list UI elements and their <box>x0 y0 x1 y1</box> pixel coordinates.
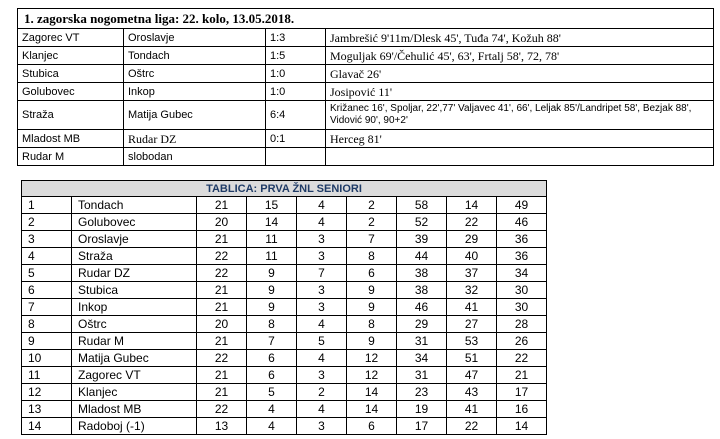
position-cell: 14 <box>22 418 72 435</box>
wins-cell: 7 <box>247 333 297 350</box>
away-team: Rudar DZ <box>124 130 266 148</box>
goals-against-cell: 41 <box>447 299 497 316</box>
team-name-cell: Klanjec <box>72 384 197 401</box>
standings-row <box>22 214 547 231</box>
match-scorers: Jambrešić 9'11m/Dlesk 45', Tuđa 74', Kožuh 88' <box>326 29 714 47</box>
standings-row <box>22 231 547 248</box>
away-team: Matija Gubec <box>124 101 266 130</box>
team-name-cell: Oroslavje <box>72 231 197 248</box>
team-name-cell: Stubica <box>72 282 197 299</box>
wins-cell: 15 <box>247 197 297 214</box>
wins-cell: 4 <box>247 401 297 418</box>
wins-cell: 8 <box>247 316 297 333</box>
away-team: slobodan <box>124 148 266 166</box>
draws-cell: 3 <box>297 418 347 435</box>
points-cell: 22 <box>497 350 547 367</box>
draws-cell: 3 <box>297 282 347 299</box>
match-row <box>18 29 714 47</box>
draws-cell: 4 <box>297 214 347 231</box>
losses-cell: 8 <box>347 316 397 333</box>
goals-for-cell: 58 <box>397 197 447 214</box>
goals-for-cell: 29 <box>397 316 447 333</box>
wins-cell: 9 <box>247 282 297 299</box>
goals-against-cell: 41 <box>447 401 497 418</box>
points-cell: 49 <box>497 197 547 214</box>
goals-against-cell: 47 <box>447 367 497 384</box>
position-cell: 2 <box>22 214 72 231</box>
results-table <box>17 8 714 166</box>
draws-cell: 4 <box>297 316 347 333</box>
standings-row <box>22 265 547 282</box>
goals-for-cell: 38 <box>397 282 447 299</box>
goals-for-cell: 46 <box>397 299 447 316</box>
goals-against-cell: 22 <box>447 418 497 435</box>
results-title: 1. zagorska nogometna liga: 22. kolo, 13.05.2018. <box>18 9 714 29</box>
draws-cell: 4 <box>297 350 347 367</box>
goals-for-cell: 31 <box>397 333 447 350</box>
played-cell: 21 <box>197 231 247 248</box>
match-score <box>266 148 326 166</box>
position-cell: 10 <box>22 350 72 367</box>
goals-against-cell: 29 <box>447 231 497 248</box>
draws-cell: 3 <box>297 231 347 248</box>
goals-against-cell: 27 <box>447 316 497 333</box>
goals-for-cell: 19 <box>397 401 447 418</box>
played-cell: 20 <box>197 214 247 231</box>
goals-against-cell: 14 <box>447 197 497 214</box>
match-score: 1:0 <box>266 83 326 101</box>
match-score: 1:5 <box>266 47 326 65</box>
wins-cell: 4 <box>247 418 297 435</box>
match-score: 6:4 <box>266 101 326 130</box>
goals-for-cell: 17 <box>397 418 447 435</box>
match-score: 0:1 <box>266 130 326 148</box>
goals-for-cell: 39 <box>397 231 447 248</box>
points-cell: 28 <box>497 316 547 333</box>
points-cell: 21 <box>497 367 547 384</box>
losses-cell: 9 <box>347 333 397 350</box>
played-cell: 21 <box>197 282 247 299</box>
goals-against-cell: 51 <box>447 350 497 367</box>
points-cell: 30 <box>497 299 547 316</box>
home-team: Golubovec <box>18 83 124 101</box>
team-name-cell: Mladost MB <box>72 401 197 418</box>
points-cell: 16 <box>497 401 547 418</box>
match-scorers <box>326 148 714 166</box>
home-team: Zagorec VT <box>18 29 124 47</box>
match-row <box>18 65 714 83</box>
losses-cell: 14 <box>347 384 397 401</box>
team-name-cell: Rudar M <box>72 333 197 350</box>
team-name-cell: Inkop <box>72 299 197 316</box>
match-scorers: Josipović 11' <box>326 83 714 101</box>
losses-cell: 14 <box>347 401 397 418</box>
points-cell: 26 <box>497 333 547 350</box>
goals-against-cell: 37 <box>447 265 497 282</box>
standings-row <box>22 197 547 214</box>
match-scorers: Križanec 16', Spoljar, 22',77' Valjavec 41', 66', Leljak 85'/Landripet 58', Bezjak 88', Vidović 90', 90+2' <box>326 101 714 130</box>
goals-against-cell: 32 <box>447 282 497 299</box>
goals-against-cell: 40 <box>447 248 497 265</box>
position-cell: 5 <box>22 265 72 282</box>
goals-against-cell: 22 <box>447 214 497 231</box>
match-row <box>18 148 714 166</box>
match-row <box>18 83 714 101</box>
wins-cell: 9 <box>247 299 297 316</box>
standings-row <box>22 248 547 265</box>
losses-cell: 2 <box>347 214 397 231</box>
match-scorers: Moguljak 69'/Čehulić 45', 63', Frtalj 58', 72, 78' <box>326 47 714 65</box>
home-team: Stubica <box>18 65 124 83</box>
draws-cell: 2 <box>297 384 347 401</box>
team-name-cell: Matija Gubec <box>72 350 197 367</box>
played-cell: 21 <box>197 299 247 316</box>
away-team: Oštrc <box>124 65 266 83</box>
standings-row <box>22 401 547 418</box>
standings-row <box>22 282 547 299</box>
draws-cell: 4 <box>297 401 347 418</box>
draws-cell: 3 <box>297 299 347 316</box>
position-cell: 3 <box>22 231 72 248</box>
home-team: Klanjec <box>18 47 124 65</box>
wins-cell: 14 <box>247 214 297 231</box>
match-score: 1:0 <box>266 65 326 83</box>
wins-cell: 6 <box>247 367 297 384</box>
played-cell: 13 <box>197 418 247 435</box>
standings-row <box>22 418 547 435</box>
match-scorers: Herceg 81' <box>326 130 714 148</box>
goals-for-cell: 34 <box>397 350 447 367</box>
played-cell: 21 <box>197 333 247 350</box>
goals-for-cell: 38 <box>397 265 447 282</box>
points-cell: 14 <box>497 418 547 435</box>
played-cell: 20 <box>197 316 247 333</box>
away-team: Tondach <box>124 47 266 65</box>
away-team: Inkop <box>124 83 266 101</box>
match-row <box>18 47 714 65</box>
match-scorers: Glavač 26' <box>326 65 714 83</box>
losses-cell: 9 <box>347 282 397 299</box>
team-name-cell: Rudar DZ <box>72 265 197 282</box>
draws-cell: 7 <box>297 265 347 282</box>
team-name-cell: Oštrc <box>72 316 197 333</box>
losses-cell: 12 <box>347 367 397 384</box>
wins-cell: 6 <box>247 350 297 367</box>
position-cell: 1 <box>22 197 72 214</box>
goals-against-cell: 43 <box>447 384 497 401</box>
wins-cell: 5 <box>247 384 297 401</box>
away-team: Oroslavje <box>124 29 266 47</box>
team-name-cell: Radoboj (-1) <box>72 418 197 435</box>
goals-for-cell: 23 <box>397 384 447 401</box>
standings-row <box>22 333 547 350</box>
position-cell: 6 <box>22 282 72 299</box>
home-team: Rudar M <box>18 148 124 166</box>
goals-for-cell: 44 <box>397 248 447 265</box>
points-cell: 46 <box>497 214 547 231</box>
standings-row <box>22 316 547 333</box>
goals-against-cell: 53 <box>447 333 497 350</box>
played-cell: 21 <box>197 384 247 401</box>
position-cell: 9 <box>22 333 72 350</box>
points-cell: 34 <box>497 265 547 282</box>
standings-table <box>21 180 547 435</box>
points-cell: 30 <box>497 282 547 299</box>
points-cell: 17 <box>497 384 547 401</box>
played-cell: 22 <box>197 248 247 265</box>
wins-cell: 11 <box>247 248 297 265</box>
standings-row <box>22 299 547 316</box>
home-team: Straža <box>18 101 124 130</box>
played-cell: 22 <box>197 350 247 367</box>
position-cell: 4 <box>22 248 72 265</box>
points-cell: 36 <box>497 248 547 265</box>
wins-cell: 11 <box>247 231 297 248</box>
played-cell: 22 <box>197 401 247 418</box>
team-name-cell: Straža <box>72 248 197 265</box>
match-score: 1:3 <box>266 29 326 47</box>
losses-cell: 6 <box>347 265 397 282</box>
wins-cell: 9 <box>247 265 297 282</box>
losses-cell: 9 <box>347 299 397 316</box>
draws-cell: 4 <box>297 197 347 214</box>
team-name-cell: Golubovec <box>72 214 197 231</box>
standings-row <box>22 350 547 367</box>
position-cell: 8 <box>22 316 72 333</box>
match-row <box>18 130 714 148</box>
draws-cell: 3 <box>297 248 347 265</box>
losses-cell: 2 <box>347 197 397 214</box>
goals-for-cell: 31 <box>397 367 447 384</box>
standings-row <box>22 384 547 401</box>
played-cell: 22 <box>197 265 247 282</box>
standings-title: TABLICA: PRVA ŽNL SENIORI <box>22 181 547 197</box>
played-cell: 21 <box>197 197 247 214</box>
losses-cell: 12 <box>347 350 397 367</box>
draws-cell: 5 <box>297 333 347 350</box>
match-row <box>18 101 714 130</box>
position-cell: 7 <box>22 299 72 316</box>
standings-row <box>22 367 547 384</box>
losses-cell: 7 <box>347 231 397 248</box>
losses-cell: 6 <box>347 418 397 435</box>
points-cell: 36 <box>497 231 547 248</box>
position-cell: 12 <box>22 384 72 401</box>
team-name-cell: Tondach <box>72 197 197 214</box>
played-cell: 21 <box>197 367 247 384</box>
home-team: Mladost MB <box>18 130 124 148</box>
goals-for-cell: 52 <box>397 214 447 231</box>
position-cell: 13 <box>22 401 72 418</box>
losses-cell: 8 <box>347 248 397 265</box>
team-name-cell: Zagorec VT <box>72 367 197 384</box>
position-cell: 11 <box>22 367 72 384</box>
draws-cell: 3 <box>297 367 347 384</box>
